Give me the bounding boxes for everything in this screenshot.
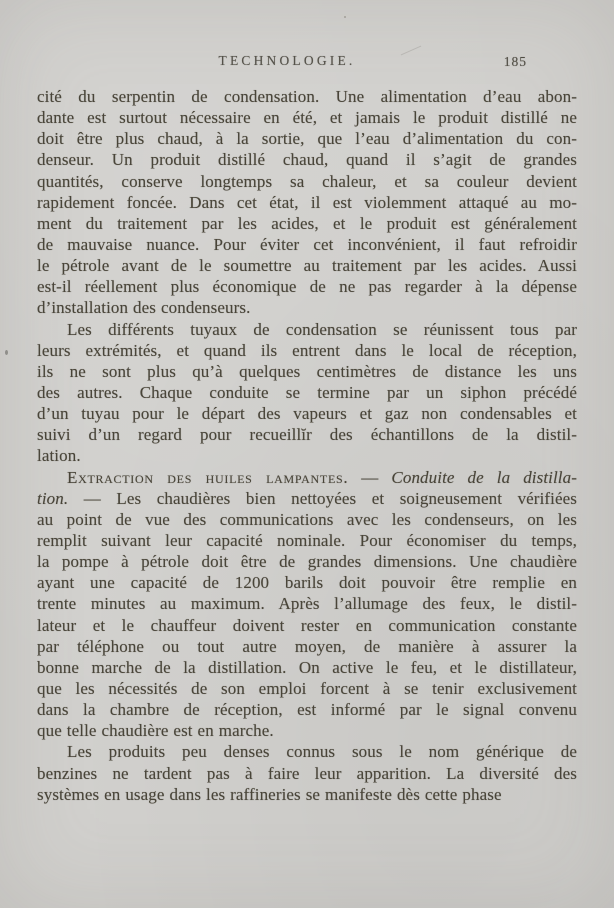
body-text: ils ne sont plus qu’à quelques centimètres de distance les uns (37, 361, 577, 381)
body-text: d’installation des condenseurs. (37, 298, 251, 318)
text-line (37, 149, 577, 170)
text-line (37, 615, 577, 636)
text-line (37, 551, 577, 572)
text-line (37, 741, 577, 762)
text-line (37, 467, 577, 488)
body-text: — (348, 467, 392, 487)
italic-text: tion. (37, 488, 69, 508)
text-line (37, 763, 577, 784)
text-line (37, 678, 577, 699)
text-block (37, 86, 577, 805)
body-text: lateur et le chauffeur doivent rester en communication constante (37, 615, 577, 635)
paper-speck (5, 350, 8, 355)
smallcaps-text: Extraction des huiles lampantes. (67, 467, 349, 487)
text-line (37, 784, 577, 805)
text-line (37, 382, 577, 403)
text-line (37, 255, 577, 276)
body-text: quantités, conserve longtemps sa chaleur, et sa couleur devient (37, 171, 577, 191)
body-text: cité du serpentin de condensation. Une alimentation d’eau abon- (37, 87, 577, 106)
text-line (37, 636, 577, 657)
body-text: Les produits peu denses connus sous le nom générique de (67, 742, 577, 762)
text-line (37, 340, 577, 361)
text-line (37, 361, 577, 382)
text-line (37, 297, 577, 318)
text-line (37, 530, 577, 551)
italic-text: Conduite de la distilla- (391, 467, 577, 487)
text-line (37, 128, 577, 149)
text-line (37, 213, 577, 234)
body-text: lation. (37, 446, 81, 466)
body-text: systèmes en usage dans les raffineries se manifeste dès cette phase (37, 784, 502, 804)
body-text: au point de vue des communications avec les condenseurs, on les (37, 509, 577, 529)
text-line (37, 445, 577, 466)
text-line (37, 424, 577, 445)
text-line (37, 171, 577, 192)
body-text: denseur. Un produit distillé chaud, quand il s’agit de grandes (37, 150, 577, 170)
text-line (37, 572, 577, 593)
body-text: rapidement foncée. Dans cet état, il est violemment attaqué au mo- (37, 192, 577, 212)
text-line (37, 593, 577, 614)
body-text: de mauvaise nuance. Pour éviter cet inconvénient, il faut refroidir (37, 234, 577, 254)
body-text: remplit suivant leur capacité nominale. Pour économiser du temps, (37, 530, 577, 550)
page-header (37, 53, 577, 71)
paragraph (37, 86, 577, 319)
text-line (37, 509, 577, 530)
body-text: trente minutes au maximum. Après l’allumage des feux, le distil- (37, 594, 577, 614)
body-text: leurs extrémités, et quand ils entrent dans le local de réception, (37, 340, 577, 360)
body-text: que les nécessités de son emploi forcent à se tenir exclusivement (37, 678, 577, 698)
text-line (37, 403, 577, 424)
page-number: 185 (503, 54, 527, 69)
body-text: ayant une capacité de 1200 barils doit pouvoir être remplie en (37, 573, 577, 593)
body-text: la pompe à pétrole doit être de grandes dimensions. Une chaudière (37, 552, 577, 572)
body-text: d’un tuyau pour le départ des vapeurs et gaz non condensables et (37, 404, 577, 424)
body-text: — Les chaudières bien nettoyées et soigneusement vérifiées (68, 488, 577, 508)
text-line (37, 488, 577, 509)
body-text: est-il réellement plus économique de ne pas regarder à la dépense (37, 277, 577, 297)
body-text: par téléphone ou tout autre moyen, de manière à assurer la (37, 636, 577, 656)
body-text: bonne marche de la distillation. On active le feu, et le distillateur, (37, 657, 577, 677)
body-text: doit être plus chaud, à la sortie, que l’eau d’alimentation du con- (37, 129, 577, 149)
body-text: Les différents tuyaux de condensation se réunissent tous par (67, 319, 577, 339)
paragraph (37, 467, 577, 742)
body-text: dante est surtout nécessaire en été, et jamais le produit distillé ne (37, 108, 577, 128)
body-text: ment du traitement par les acides, et le produit est généralement (37, 213, 577, 233)
paragraph (37, 741, 577, 804)
paragraph (37, 319, 577, 467)
text-line (37, 699, 577, 720)
text-line (37, 319, 577, 340)
paper-speck (344, 16, 346, 18)
text-line (37, 107, 577, 128)
body-text: dans la chambre de réception, est informé par le signal convenu (37, 700, 577, 720)
text-line (37, 86, 577, 107)
text-line (37, 720, 577, 741)
running-title: TECHNOLOGIE. (218, 53, 356, 68)
body-text: benzines ne tardent pas à faire leur apparition. La diversité des (37, 763, 577, 783)
body-text: des autres. Chaque conduite se termine par un siphon précédé (37, 382, 577, 402)
text-line (37, 657, 577, 678)
body-text: suivi d’un regard pour recueillĭr des échantillons de la distil- (37, 425, 577, 445)
text-line (37, 192, 577, 213)
body-text: le pétrole avant de le soumettre au traitement par les acides. Aussi (37, 256, 577, 276)
text-line (37, 234, 577, 255)
body-text: que telle chaudière est en marche. (37, 721, 274, 741)
text-line (37, 276, 577, 297)
